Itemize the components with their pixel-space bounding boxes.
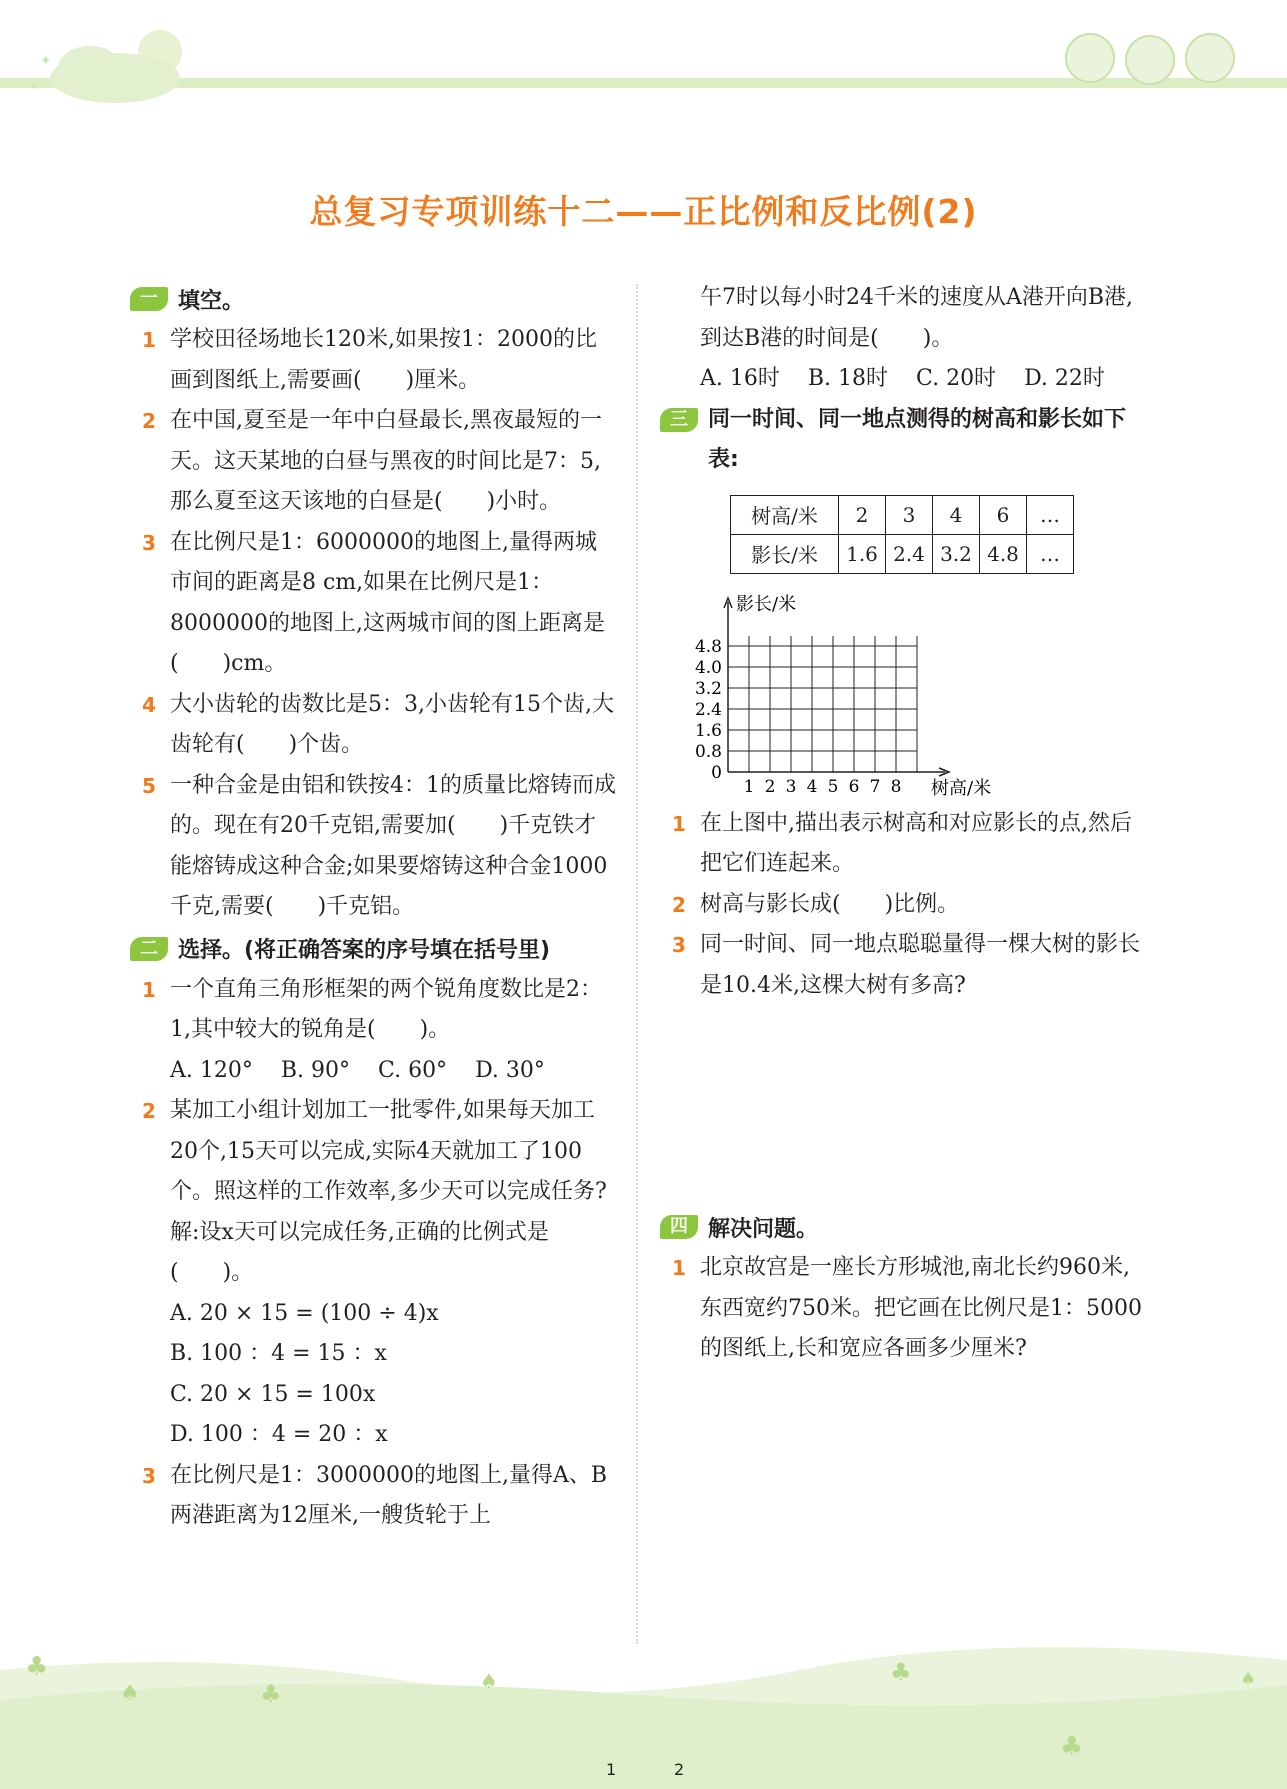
page-number-left: 1 <box>606 1760 617 1779</box>
question-number: 1 <box>672 811 686 836</box>
table-cell: 2.4 <box>886 534 933 573</box>
option: B. 100 ：4 = 15 ：x <box>170 1341 387 1366</box>
y-tick-label: 0.8 <box>694 741 722 762</box>
svg-text:♠: ♠ <box>480 1669 498 1693</box>
question <box>130 401 616 523</box>
question <box>130 1091 616 1294</box>
x-tick-label: 3 <box>785 776 797 797</box>
section-badge: 四 <box>660 1215 698 1239</box>
question-text: 某加工小组计划加工一批零件,如果每天加工20个,15天可以完成,实际4天就加工了100个。照这样的工作效率,多少天可以完成任务? 解:设x天可以完成任务,正确的比例式是( )。 <box>170 1098 607 1285</box>
y-tick-label: 0 <box>711 762 722 783</box>
table-cell: 3.2 <box>933 534 980 573</box>
question-continuation: 午7时以每小时24千米的速度从A港开向B港,到达B港的时间是( )。 <box>700 285 1134 351</box>
table-cell: 6 <box>980 495 1027 534</box>
cloud-sun-decoration <box>20 10 200 105</box>
table-row <box>731 495 1074 534</box>
question-number: 4 <box>142 692 156 717</box>
question <box>660 804 1146 885</box>
table-cell: 4 <box>933 495 980 534</box>
question-number: 1 <box>672 1256 686 1280</box>
question-text: 北京故宫是一座长方形城池,南北长约960米,东西宽约750米。把它画在比例尺是1：5000的图纸上,长和宽应各画多少厘米? <box>700 1255 1142 1361</box>
table-row <box>731 534 1074 573</box>
x-tick-label: 7 <box>869 776 881 797</box>
question <box>660 885 1146 926</box>
question-text: 大小齿轮的齿数比是5：3,小齿轮有15个齿,大齿轮有( )个齿。 <box>170 691 614 757</box>
question-number: 3 <box>142 530 156 555</box>
option: B. 90° <box>280 1057 351 1083</box>
section-label: 选择。(将正确答案的序号填在括号里) <box>178 938 551 963</box>
question <box>660 1248 1146 1370</box>
question <box>130 1456 616 1537</box>
x-tick-label: 2 <box>764 776 776 797</box>
question-number: 3 <box>142 1463 156 1488</box>
table-header-cell: 树高/米 <box>731 495 839 534</box>
question-text: 学校田径场地长120米,如果按1：2000的比画到图纸上,需要画( )厘米。 <box>170 327 597 393</box>
option: C. 60° <box>378 1057 448 1083</box>
x-tick-label: 1 <box>743 776 755 797</box>
option: C. 20时 <box>916 366 997 391</box>
svg-text:♠: ♠ <box>1240 1669 1257 1690</box>
x-tick-label: 6 <box>848 776 860 797</box>
coordinate-grid <box>664 584 1064 804</box>
y-axis-label: 影长/米 <box>736 593 797 615</box>
option: D. 22时 <box>1024 366 1105 391</box>
question-text: 在比例尺是1：3000000的地图上,量得A、B两港距离为12厘米,一艘货轮于上 <box>170 1462 608 1528</box>
x-tick-label: 5 <box>827 776 839 797</box>
table-cell: 3 <box>886 495 933 534</box>
table-cell: 1.6 <box>839 534 886 573</box>
y-tick-label: 4.0 <box>694 657 722 678</box>
svg-text:♣: ♣ <box>1060 1732 1084 1762</box>
option: A. 120° <box>170 1057 253 1083</box>
option: C. 20 × 15 = 100x <box>170 1381 376 1407</box>
question-number: 3 <box>672 933 686 957</box>
question-number: 2 <box>672 892 686 917</box>
y-tick-label: 4.8 <box>694 636 722 657</box>
section-fill-blank <box>130 278 616 320</box>
svg-text:♠: ♠ <box>120 1681 140 1706</box>
svg-text:♣: ♣ <box>890 1658 912 1686</box>
table-cell: … <box>1027 534 1074 573</box>
y-tick-label: 1.6 <box>694 720 722 741</box>
section-problem <box>660 1206 1146 1248</box>
table-cell: 4.8 <box>980 534 1027 573</box>
y-tick-label: 3.2 <box>694 678 722 699</box>
section-badge: 一 <box>130 287 168 311</box>
landscape-decoration <box>0 1640 1287 1789</box>
section-label: 填空。 <box>178 288 245 314</box>
question-text: 同一时间、同一地点聪聪量得一棵大树的影长是10.4米,这棵大树有多高? <box>700 932 1141 998</box>
section-badge: 三 <box>660 408 698 432</box>
question <box>130 970 616 1051</box>
question-text: 在上图中,描出表示树高和对应影长的点,然后把它们连起来。 <box>700 810 1132 876</box>
option: D. 100 ：4 = 20 ：x <box>170 1422 388 1447</box>
question-number: 5 <box>142 773 156 798</box>
question <box>130 766 616 928</box>
option: A. 16时 <box>700 366 780 391</box>
svg-text:♣: ♣ <box>25 1652 49 1682</box>
svg-text:✦: ✦ <box>30 82 39 93</box>
x-tick-label: 4 <box>806 776 818 797</box>
question-number: 2 <box>142 409 156 433</box>
right-column <box>660 278 1146 1370</box>
question-number: 1 <box>142 328 156 352</box>
question <box>130 320 616 401</box>
column-divider <box>636 284 638 1644</box>
answer-space <box>660 1006 1146 1206</box>
data-table <box>730 495 1074 574</box>
options-row <box>660 359 1146 400</box>
option: B. 18时 <box>807 366 889 391</box>
table-header-cell: 影长/米 <box>731 534 839 573</box>
table-cell: … <box>1027 495 1074 534</box>
options-row <box>130 1051 616 1092</box>
x-tick-label: 8 <box>890 776 902 797</box>
question-text: 树高与影长成( )比例。 <box>700 891 960 917</box>
section-label: 解决问题。 <box>708 1216 819 1242</box>
question-number: 1 <box>142 977 156 1002</box>
question-number: 2 <box>142 1099 156 1123</box>
question <box>130 523 616 685</box>
question <box>130 685 616 766</box>
section-choice <box>130 928 616 970</box>
question <box>660 925 1146 1006</box>
question-text: 一个直角三角形框架的两个锐角度数比是2：1,其中较大的锐角是( )。 <box>170 976 602 1042</box>
section-label: 同一时间、同一地点测得的树高和影长如下表: <box>708 406 1127 472</box>
section-table <box>660 400 1146 481</box>
page-number-right: 2 <box>674 1760 685 1779</box>
svg-text:♣: ♣ <box>260 1680 282 1708</box>
option: A. 20 × 15 = (100 ÷ 4)x <box>170 1300 439 1326</box>
option: D. 30° <box>475 1057 545 1083</box>
left-column <box>130 278 616 1537</box>
x-axis-label: 树高/米 <box>931 777 992 799</box>
question-text: 在中国,夏至是一年中白昼最长,黑夜最短的一天。这天某地的白昼与黑夜的时间比是7：5,那么夏至这天该地的白昼是( )小时。 <box>170 408 602 514</box>
animals-decoration <box>1050 18 1250 88</box>
section-badge: 二 <box>130 937 168 961</box>
table-cell: 2 <box>839 495 886 534</box>
svg-text:✦: ✦ <box>40 53 52 69</box>
page-title: 总复习专项训练十二——正比例和反比例(2) <box>309 192 978 231</box>
question-text: 在比例尺是1：6000000的地图上,量得两城市间的距离是8 cm,如果在比例尺是1：8000000的地图上,这两城市间的图上距离是( )cm。 <box>170 529 605 676</box>
y-tick-label: 2.4 <box>694 699 722 720</box>
question-text: 一种合金是由铝和铁按4：1的质量比熔铸而成的。现在有20千克铝,需要加( )千克铁才能熔铸成这种合金;如果要熔铸这种合金1000千克,需要( )千克铝。 <box>170 772 616 919</box>
